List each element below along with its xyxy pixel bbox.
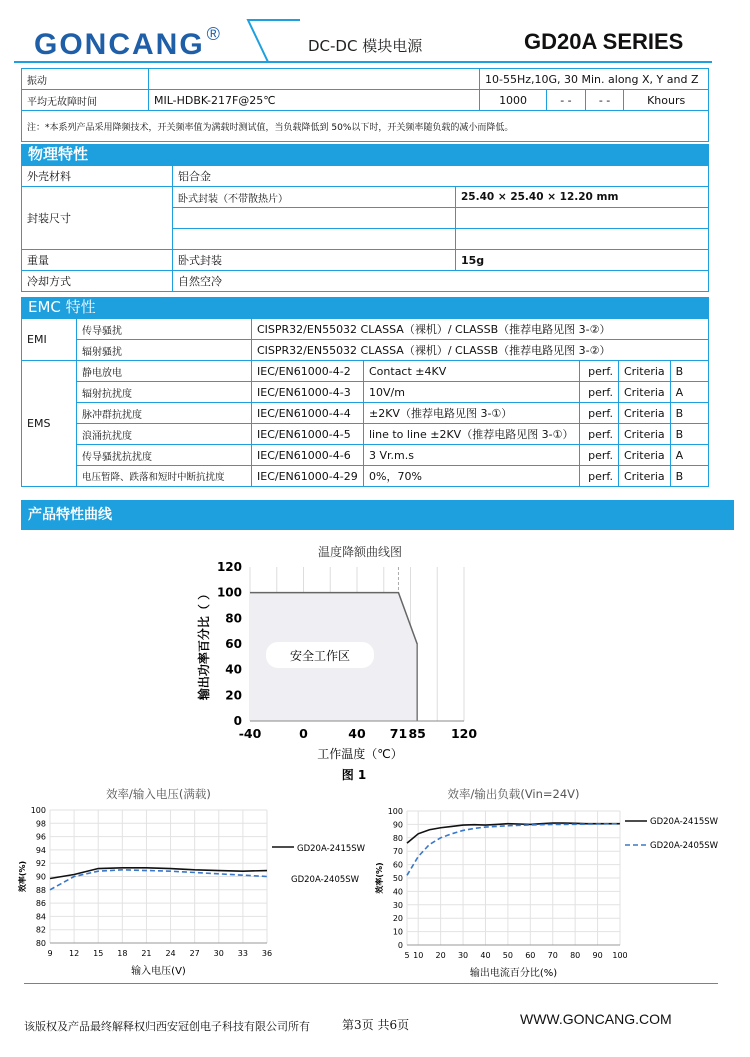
series-line-2 bbox=[407, 824, 620, 876]
ems-standard: IEC/EN61000-4-5 bbox=[252, 424, 364, 445]
mtbf-typ: - - bbox=[547, 90, 586, 111]
ems-grade: A bbox=[670, 445, 708, 466]
y-tick-label: 96 bbox=[35, 832, 46, 842]
ems-level: line to line ±2KV（推荐电路见图 3-①） bbox=[364, 424, 580, 445]
x-tick-label: 30 bbox=[457, 951, 469, 960]
ems-grade: B bbox=[670, 361, 708, 382]
ems-grade: B bbox=[670, 403, 708, 424]
x-tick-label: 70 bbox=[547, 951, 558, 960]
mtbf-unit: Khours bbox=[624, 90, 709, 111]
x-tick-label: 80 bbox=[570, 951, 581, 960]
ems-item: 静电放电 bbox=[77, 361, 252, 382]
y-tick-label: 60 bbox=[225, 637, 242, 651]
efficiency-vin-chart bbox=[14, 785, 384, 985]
physical-title: 物理特性 bbox=[21, 144, 709, 165]
x-axis-label: 工作温度（℃） bbox=[317, 747, 403, 761]
x-tick-label: 120 bbox=[450, 726, 478, 741]
y-tick-label: 30 bbox=[392, 900, 403, 910]
mtbf-condition: MIL-HDBK-217F@25℃ bbox=[149, 90, 480, 111]
mtbf-max: - - bbox=[585, 90, 624, 111]
x-tick-label: 36 bbox=[261, 949, 273, 958]
mtbf-label: 平均无故障时间 bbox=[22, 90, 149, 111]
header-subtitle: DC-DC 模块电源 bbox=[308, 37, 423, 55]
derating-chart bbox=[180, 540, 510, 785]
ems-criteria: Criteria bbox=[619, 445, 671, 466]
y-tick-label: 82 bbox=[35, 925, 46, 935]
x-tick-label: -40 bbox=[238, 726, 262, 741]
x-tick-label: 12 bbox=[69, 949, 80, 958]
ems-criteria: Criteria bbox=[619, 382, 671, 403]
y-tick-label: 50 bbox=[392, 874, 403, 883]
x-tick-label: 40 bbox=[348, 726, 366, 741]
ems-criteria: Criteria bbox=[619, 361, 671, 382]
y-tick-label: 80 bbox=[35, 939, 46, 948]
x-tick-label: 9 bbox=[47, 949, 53, 958]
physical-value: 铝合金 bbox=[173, 166, 709, 187]
x-tick-label: 21 bbox=[141, 949, 152, 958]
emc-table bbox=[21, 318, 709, 487]
emc-title: EMC 特性 bbox=[21, 297, 709, 318]
legend-label-2: GD20A-2405SW bbox=[291, 875, 360, 885]
header-series: GD20A SERIES bbox=[524, 29, 684, 54]
x-axis-label: 输入电压(V) bbox=[131, 966, 186, 977]
footer-divider bbox=[24, 983, 717, 984]
y-tick-label: 92 bbox=[35, 859, 46, 869]
emi-standard: CISPR32/EN55032 CLASSA（裸机）/ CLASSB（推荐电路见图 3-②） bbox=[252, 319, 709, 340]
emi-item: 传导骚扰 bbox=[77, 319, 252, 340]
chart-title: 效率/输入电压(满载) bbox=[106, 787, 211, 801]
brand-logo: GONCANG ® bbox=[34, 24, 222, 61]
y-tick-label: 80 bbox=[392, 833, 403, 843]
ems-level: Contact ±4KV bbox=[364, 361, 580, 382]
ems-standard: IEC/EN61000-4-4 bbox=[252, 403, 364, 424]
x-tick-label: 15 bbox=[93, 949, 104, 958]
y-tick-label: 40 bbox=[392, 887, 403, 897]
y-tick-label: 94 bbox=[35, 845, 46, 855]
y-axis-label: 效率(%) bbox=[18, 860, 27, 893]
x-tick-label: 40 bbox=[480, 951, 491, 960]
physical-value: 25.40 × 25.40 × 12.20 mm bbox=[456, 187, 709, 208]
y-tick-label: 100 bbox=[387, 807, 403, 816]
y-tick-label: 90 bbox=[392, 820, 403, 830]
x-tick-label: 100 bbox=[612, 951, 628, 960]
ems-level: 3 Vr.m.s bbox=[364, 445, 580, 466]
x-tick-label: 71 bbox=[389, 726, 408, 741]
x-tick-label: 5 bbox=[404, 951, 410, 960]
emi-label: EMI bbox=[22, 319, 77, 361]
physical-label: 冷却方式 bbox=[22, 271, 173, 292]
x-tick-label: 60 bbox=[525, 951, 536, 960]
y-tick-label: 20 bbox=[225, 688, 242, 703]
x-tick-label: 33 bbox=[237, 949, 248, 958]
physical-value: 自然空冷 bbox=[173, 271, 709, 292]
y-tick-label: 60 bbox=[392, 860, 403, 870]
ems-criteria: Criteria bbox=[619, 403, 671, 424]
ems-grade: B bbox=[670, 466, 708, 487]
top-table bbox=[21, 68, 709, 142]
x-tick-label: 30 bbox=[213, 949, 224, 958]
emi-standard: CISPR32/EN55032 CLASSA（裸机）/ CLASSB（推荐电路见图 3-②） bbox=[252, 340, 709, 361]
ems-standard: IEC/EN61000-4-2 bbox=[252, 361, 364, 382]
x-tick-label: 85 bbox=[408, 726, 426, 741]
y-tick-label: 70 bbox=[392, 847, 403, 857]
y-tick-label: 0 bbox=[397, 941, 403, 950]
x-tick-label: 0 bbox=[299, 726, 308, 741]
y-tick-label: 80 bbox=[225, 611, 242, 626]
legend-label-1: GD20A-2415SW bbox=[297, 844, 366, 854]
physical-sub: 卧式封装 bbox=[173, 250, 456, 271]
vibration-value: 10-55Hz,10G, 30 Min. along X, Y and Z bbox=[480, 69, 709, 90]
ems-item: 浪涌抗扰度 bbox=[77, 424, 252, 445]
y-tick-label: 98 bbox=[35, 819, 46, 829]
footer-url: WWW.GONCANG.COM bbox=[520, 1011, 672, 1027]
annotation-label: 安全工作区 bbox=[289, 649, 351, 663]
physical-sub: 卧式封装（不带散热片） bbox=[173, 187, 456, 208]
y-axis-label: 效率(%) bbox=[375, 862, 384, 894]
ems-item: 传导骚扰抗扰度 bbox=[77, 445, 252, 466]
footer-copyright: 该版权及产品最终解释权归西安冠创电子科技有限公司所有 bbox=[24, 1020, 310, 1033]
y-tick-label: 84 bbox=[35, 912, 46, 922]
legend-label-2: GD20A-2405SW bbox=[650, 841, 719, 851]
ems-standard: IEC/EN61000-4-6 bbox=[252, 445, 364, 466]
ems-perf: perf. bbox=[580, 403, 619, 424]
footer-page: 第3页 共6页 bbox=[342, 1018, 410, 1032]
y-tick-label: 100 bbox=[30, 806, 46, 815]
ems-item: 电压暂降、跌落和短时中断抗扰度 bbox=[77, 466, 252, 487]
legend-label-1: GD20A-2415SW bbox=[650, 817, 719, 827]
physical-label: 封装尺寸 bbox=[22, 187, 173, 250]
ems-standard: IEC/EN61000-4-3 bbox=[252, 382, 364, 403]
mtbf-min: 1000 bbox=[480, 90, 547, 111]
note-text: 注：*本系列产品采用降频技术，开关频率值为满载时测试值，当负载降低到 50%以下时，开关频率随负载的减小而降低。 bbox=[22, 111, 709, 142]
ems-item: 脉冲群抗扰度 bbox=[77, 403, 252, 424]
ems-perf: perf. bbox=[580, 445, 619, 466]
physical-table bbox=[21, 165, 709, 292]
y-tick-label: 88 bbox=[35, 885, 46, 895]
x-tick-label: 90 bbox=[592, 951, 603, 960]
ems-level: 10V/m bbox=[364, 382, 580, 403]
x-tick-label: 24 bbox=[165, 949, 176, 958]
figure-caption: 图 1 bbox=[341, 768, 367, 782]
ems-level: 0%，70% bbox=[364, 466, 580, 487]
x-axis-label: 输出电流百分比(%) bbox=[469, 968, 558, 979]
ems-perf: perf. bbox=[580, 361, 619, 382]
physical-label: 外壳材料 bbox=[22, 166, 173, 187]
ems-standard: IEC/EN61000-4-29 bbox=[252, 466, 364, 487]
y-tick-label: 120 bbox=[216, 560, 242, 574]
ems-level: ±2KV（推荐电路见图 3-①） bbox=[364, 403, 580, 424]
y-tick-label: 90 bbox=[35, 872, 46, 882]
physical-label: 重量 bbox=[22, 250, 173, 271]
y-tick-label: 100 bbox=[216, 585, 242, 600]
ems-criteria: Criteria bbox=[619, 424, 671, 445]
y-tick-label: 86 bbox=[35, 899, 46, 909]
y-tick-label: 10 bbox=[392, 927, 403, 937]
y-tick-label: 40 bbox=[225, 662, 242, 677]
y-axis-label: 输出功率百分比（ ） bbox=[197, 587, 211, 701]
x-tick-label: 20 bbox=[435, 951, 446, 960]
ems-perf: perf. bbox=[580, 382, 619, 403]
ems-grade: B bbox=[670, 424, 708, 445]
ems-perf: perf. bbox=[580, 424, 619, 445]
efficiency-load-chart bbox=[370, 785, 745, 985]
ems-perf: perf. bbox=[580, 466, 619, 487]
ems-label: EMS bbox=[22, 361, 77, 487]
curves-title: 产品特性曲线 bbox=[21, 500, 734, 530]
chart-title: 温度降额曲线图 bbox=[317, 545, 403, 559]
y-tick-label: 20 bbox=[392, 914, 403, 924]
ems-grade: A bbox=[670, 382, 708, 403]
ems-item: 辐射抗扰度 bbox=[77, 382, 252, 403]
x-tick-label: 50 bbox=[502, 951, 513, 960]
x-tick-label: 27 bbox=[189, 949, 200, 958]
chart-title: 效率/输出负载(Vin=24V) bbox=[447, 787, 580, 801]
y-tick-label: 0 bbox=[233, 714, 242, 728]
x-tick-label: 10 bbox=[413, 951, 424, 960]
physical-value: 15g bbox=[456, 250, 709, 271]
x-tick-label: 18 bbox=[117, 949, 128, 958]
vibration-label: 振动 bbox=[22, 69, 149, 90]
ems-criteria: Criteria bbox=[619, 466, 671, 487]
series-line-1 bbox=[407, 823, 620, 843]
emi-item: 辐射骚扰 bbox=[77, 340, 252, 361]
